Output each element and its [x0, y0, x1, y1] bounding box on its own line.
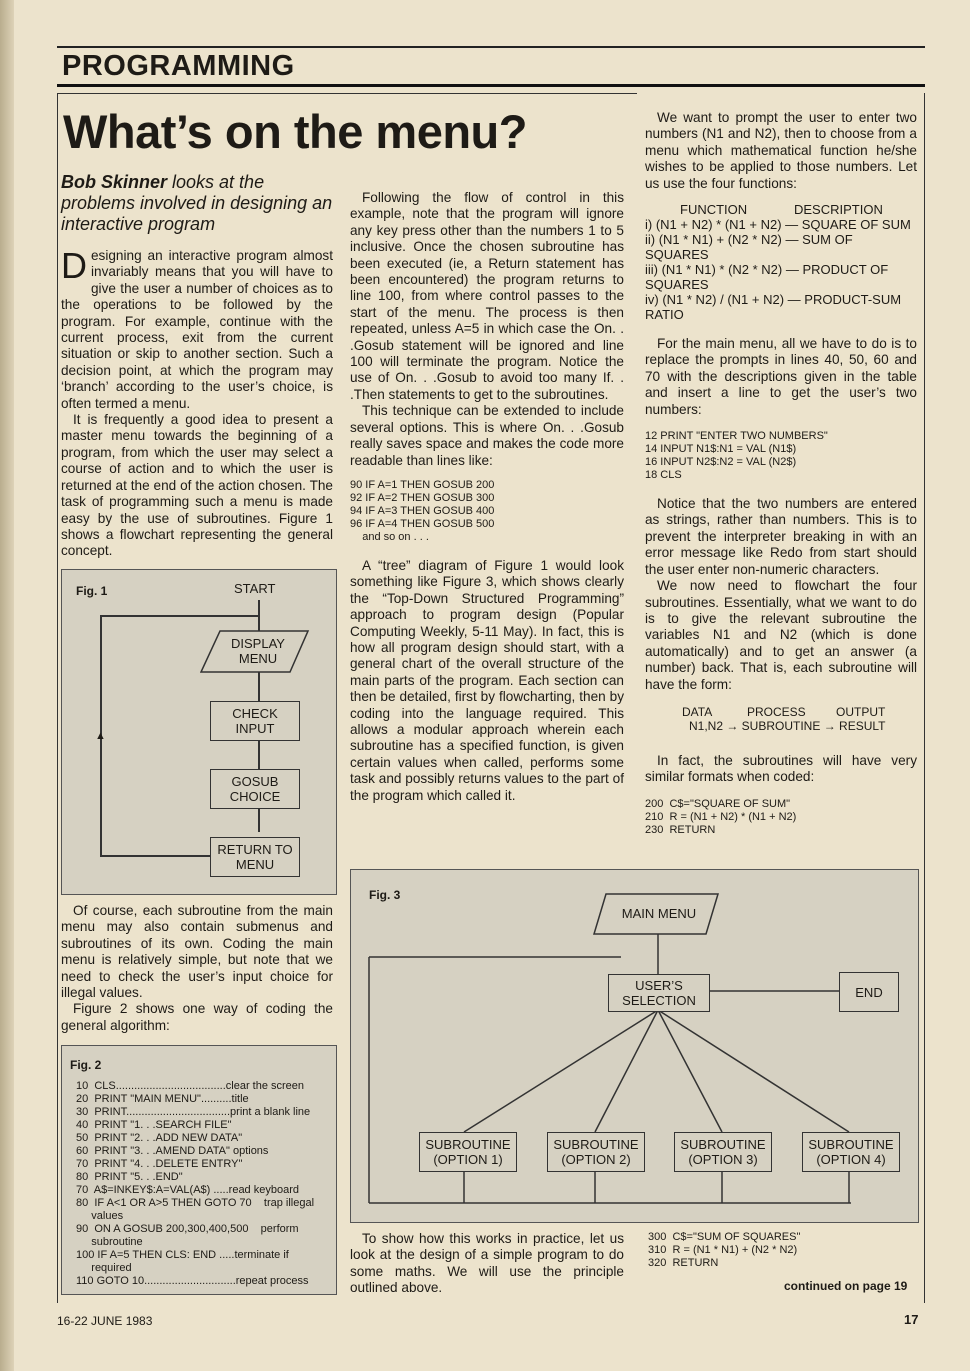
code-line: 50 PRINT "2. . .ADD NEW DATA": [76, 1132, 243, 1144]
code-line: subroutine: [76, 1236, 143, 1248]
function-row: iv) (N1 * N2) / (N1 + N2) — PRODUCT-SUM RATIO: [645, 292, 902, 323]
code-line: 30 PRINT..................................print a blank line: [76, 1106, 311, 1118]
standfirst-text: looks at the problems involved in designing an interactive program: [61, 172, 333, 234]
body-paragraph: This technique can be extended to include several options. This is where On. . .Gosub really saves space and makes the code more readable than lines like:: [350, 403, 624, 468]
code-line: required: [76, 1262, 132, 1274]
function-table: [645, 202, 917, 322]
subroutine-form: [645, 705, 917, 733]
continued-note: continued on page 19: [784, 1279, 908, 1293]
start-label: START: [234, 581, 276, 596]
figure-1-flowchart: [61, 569, 337, 895]
body-paragraph: A “tree” diagram of Figure 1 would look something like Figure 3, which shows clearly the “Top-Down Structured Programming” approach to program design (Popular Computing Weekly, 5-11 May). In fact, this is how all program design should start, with a general chart of the overall structure of the main parts of the program. Each section can then be detailed, first by flowcharting, then by coding into the language required. This allows a modular approach wherein each subroutine has a specified function, is given certain values when called, performs some task and possibly returns values to the part of the program which called it.: [350, 557, 624, 803]
section-title: PROGRAMMING: [62, 50, 295, 82]
figure-2-code-listing: [61, 1045, 337, 1295]
code-line: 90 ON A GOSUB 200,300,400,500 perform: [76, 1223, 299, 1235]
function-row: ii) (N1 * N1) + (N2 * N2) — SUM OF SQUARES: [645, 232, 853, 263]
body-paragraph: Notice that the two numbers are entered as strings, rather than numbers. This is to prevent the interpreter breaking in with an error message like Redo from start should the user enter non-numeric characters.: [645, 496, 917, 577]
code-line: 40 PRINT "1. . .SEARCH FILE": [76, 1119, 232, 1131]
author-name: Bob Skinner: [61, 172, 168, 192]
article-frame: [57, 93, 58, 1303]
column-2-bottom: [350, 1231, 624, 1297]
code-line: 70 PRINT "4. . .DELETE ENTRY": [76, 1158, 243, 1170]
article-frame: [57, 93, 637, 94]
display-menu-label: DISPLAY MENU: [231, 636, 285, 666]
figure-label: Fig. 3: [369, 888, 401, 902]
section-rule: [57, 84, 925, 87]
code-line: 20 PRINT "MAIN MENU"..........title: [76, 1093, 249, 1105]
code-snippet: 200 C$="SQUARE OF SUM" 210 R = (N1 + N2) * (N1 + N2) 230 RETURN: [645, 797, 797, 836]
body-paragraph: Following the flow of control in this example, note that the program will ignore any key press other than the numbers 1 to 5 inclusive. Once the chosen subroutine has been executed (ie, a Return statement has been encountered) the program returns to line 100, from where control passes to the start of the menu. The process is then repeated, unless A=5 in which case the On. . .Gosub statement will be ignored and line 100 will terminate the program. Notice the use of On. . .Gosub to avoid too many If. . .Then statements to get to the subroutines.: [350, 190, 624, 402]
code-line: 100 IF A=5 THEN CLS: END .....terminate if: [76, 1249, 289, 1261]
article-frame: [924, 93, 925, 1303]
code-line: 110 GOTO 10..............................repeat process: [76, 1275, 309, 1287]
arrow-up-icon: ▲: [95, 730, 106, 742]
flow-line: [100, 855, 210, 857]
body-paragraph: We want to prompt the user to enter two numbers (N1 and N2), then to choose from a menu which mathematical function he/she wishes to be applied to those numbers. Let us use the four functions:: [645, 110, 917, 191]
code-listing: [76, 1080, 334, 1288]
subroutine-box: SUBROUTINE (OPTION 4): [802, 1132, 900, 1172]
main-menu-label: MAIN MENU: [621, 906, 697, 921]
standfirst: [61, 172, 341, 235]
code-line: 10 CLS....................................clear the screen: [76, 1080, 305, 1092]
body-paragraph: It is frequently a good idea to present a master menu towards the beginning of a program, from which the user may select a course of action and to which the user is returned at the end of the action chosen. The task of programming such a menu is made easy by the use of subroutines. Figure 1 shows a flowchart representing the general concept.: [61, 412, 333, 559]
column-1-top: [61, 245, 333, 560]
drop-cap: D: [61, 245, 87, 286]
body-paragraph: Designing an interactive program almost invariably means that you will have to give the user a number of choices as to the operations to be followed by the program. For example, continue with the current process, exit from the current situation or skip to another section. Such a decision point, at which the program may ‘branch’ according to the user’s choice, is often termed a menu.: [61, 245, 333, 411]
flow-line: [100, 615, 258, 617]
code-snippet: 12 PRINT "ENTER TWO NUMBERS" 14 INPUT N1$:N1 = VAL (N1$) 16 INPUT N2$:N2 = VAL (N2$) 18 CLS: [645, 430, 828, 482]
page-number: 17: [904, 1312, 919, 1327]
code-snippet: 300 C$="SUM OF SQUARES" 310 R = (N1 * N1) + (N2 * N2) 320 RETURN: [648, 1231, 801, 1269]
figure-3-tree-diagram: [350, 869, 919, 1223]
code-line: 60 PRINT "3. . .AMEND DATA" options: [76, 1145, 269, 1157]
function-row: i) (N1 + N2) * (N1 + N2) — SQUARE OF SUM: [645, 217, 911, 233]
code-snippet: 90 IF A=1 THEN GOSUB 200 92 IF A=2 THEN GOSUB 300 94 IF A=3 THEN GOSUB 400 96 IF A=4 THEN GOSUB 500 and so on . . .: [350, 478, 495, 543]
form-header: OUTPUT: [836, 704, 886, 719]
column-1-bottom: [61, 903, 333, 1034]
subroutine-box: SUBROUTINE (OPTION 2): [547, 1132, 645, 1172]
table-header: DESCRIPTION: [794, 202, 883, 218]
check-input-box: CHECK INPUT: [210, 701, 300, 741]
issue-date: 16-22 JUNE 1983: [57, 1314, 153, 1328]
body-paragraph: For the main menu, all we have to do is to replace the prompts in lines 40, 50, 60 and 70 with the descriptions given in the table and insert a line to get the user’s two numbers:: [645, 336, 917, 417]
function-row: iii) (N1 * N1) * (N2 * N2) — PRODUCT OF SQUARES: [645, 262, 889, 293]
code-line: values: [76, 1210, 124, 1222]
page-spine-shadow: [0, 0, 14, 1371]
figure-label: Fig. 2: [70, 1058, 102, 1072]
column-2: [350, 190, 624, 804]
section-rule: [57, 46, 925, 48]
body-paragraph: To show how this works in practice, let us look at the design of a simple program to do some maths. We will use the principle outlined above.: [350, 1231, 624, 1296]
gosub-choice-box: GOSUB CHOICE: [210, 769, 300, 809]
column-3: [645, 110, 917, 837]
form-header: PROCESS: [747, 704, 806, 719]
form-row: N1,N2 → SUBROUTINE → RESULT: [689, 718, 886, 733]
body-paragraph: In fact, the subroutines will have very similar formats when coded:: [645, 752, 917, 785]
code-line: 80 PRINT "5. . .END": [76, 1171, 183, 1183]
return-to-menu-box: RETURN TO MENU: [210, 837, 300, 877]
figure-label: Fig. 1: [76, 584, 108, 598]
body-paragraph: We now need to flowchart the four subroutines. Essentially, what we want to do is to give the relevant subroutine the variables N1 and N2 (which is done automatically) and to get an answer (a number) back. That is, each subroutine will have the form:: [645, 578, 917, 692]
subroutine-box: SUBROUTINE (OPTION 1): [419, 1132, 517, 1172]
subroutine-box: SUBROUTINE (OPTION 3): [674, 1132, 772, 1172]
code-line: 80 IF A<1 OR A>5 THEN GOTO 70 trap illegal: [76, 1197, 315, 1209]
code-line: 70 A$=INKEY$:A=VAL(A$) .....read keyboard: [76, 1184, 299, 1196]
end-box: END: [839, 972, 899, 1012]
form-header: DATA: [682, 704, 713, 719]
body-paragraph: Figure 2 shows one way of coding the general algorithm:: [61, 1001, 333, 1033]
table-header: FUNCTION: [680, 202, 748, 218]
body-paragraph: Of course, each subroutine from the main menu may also contain submenus and subroutines of its own. Coding the main menu is relatively simple, but note that we need to check the user’s input choice for illegal values.: [61, 903, 333, 1001]
article-headline: What’s on the menu?: [63, 105, 527, 158]
users-selection-box: USER’S SELECTION: [608, 974, 710, 1012]
